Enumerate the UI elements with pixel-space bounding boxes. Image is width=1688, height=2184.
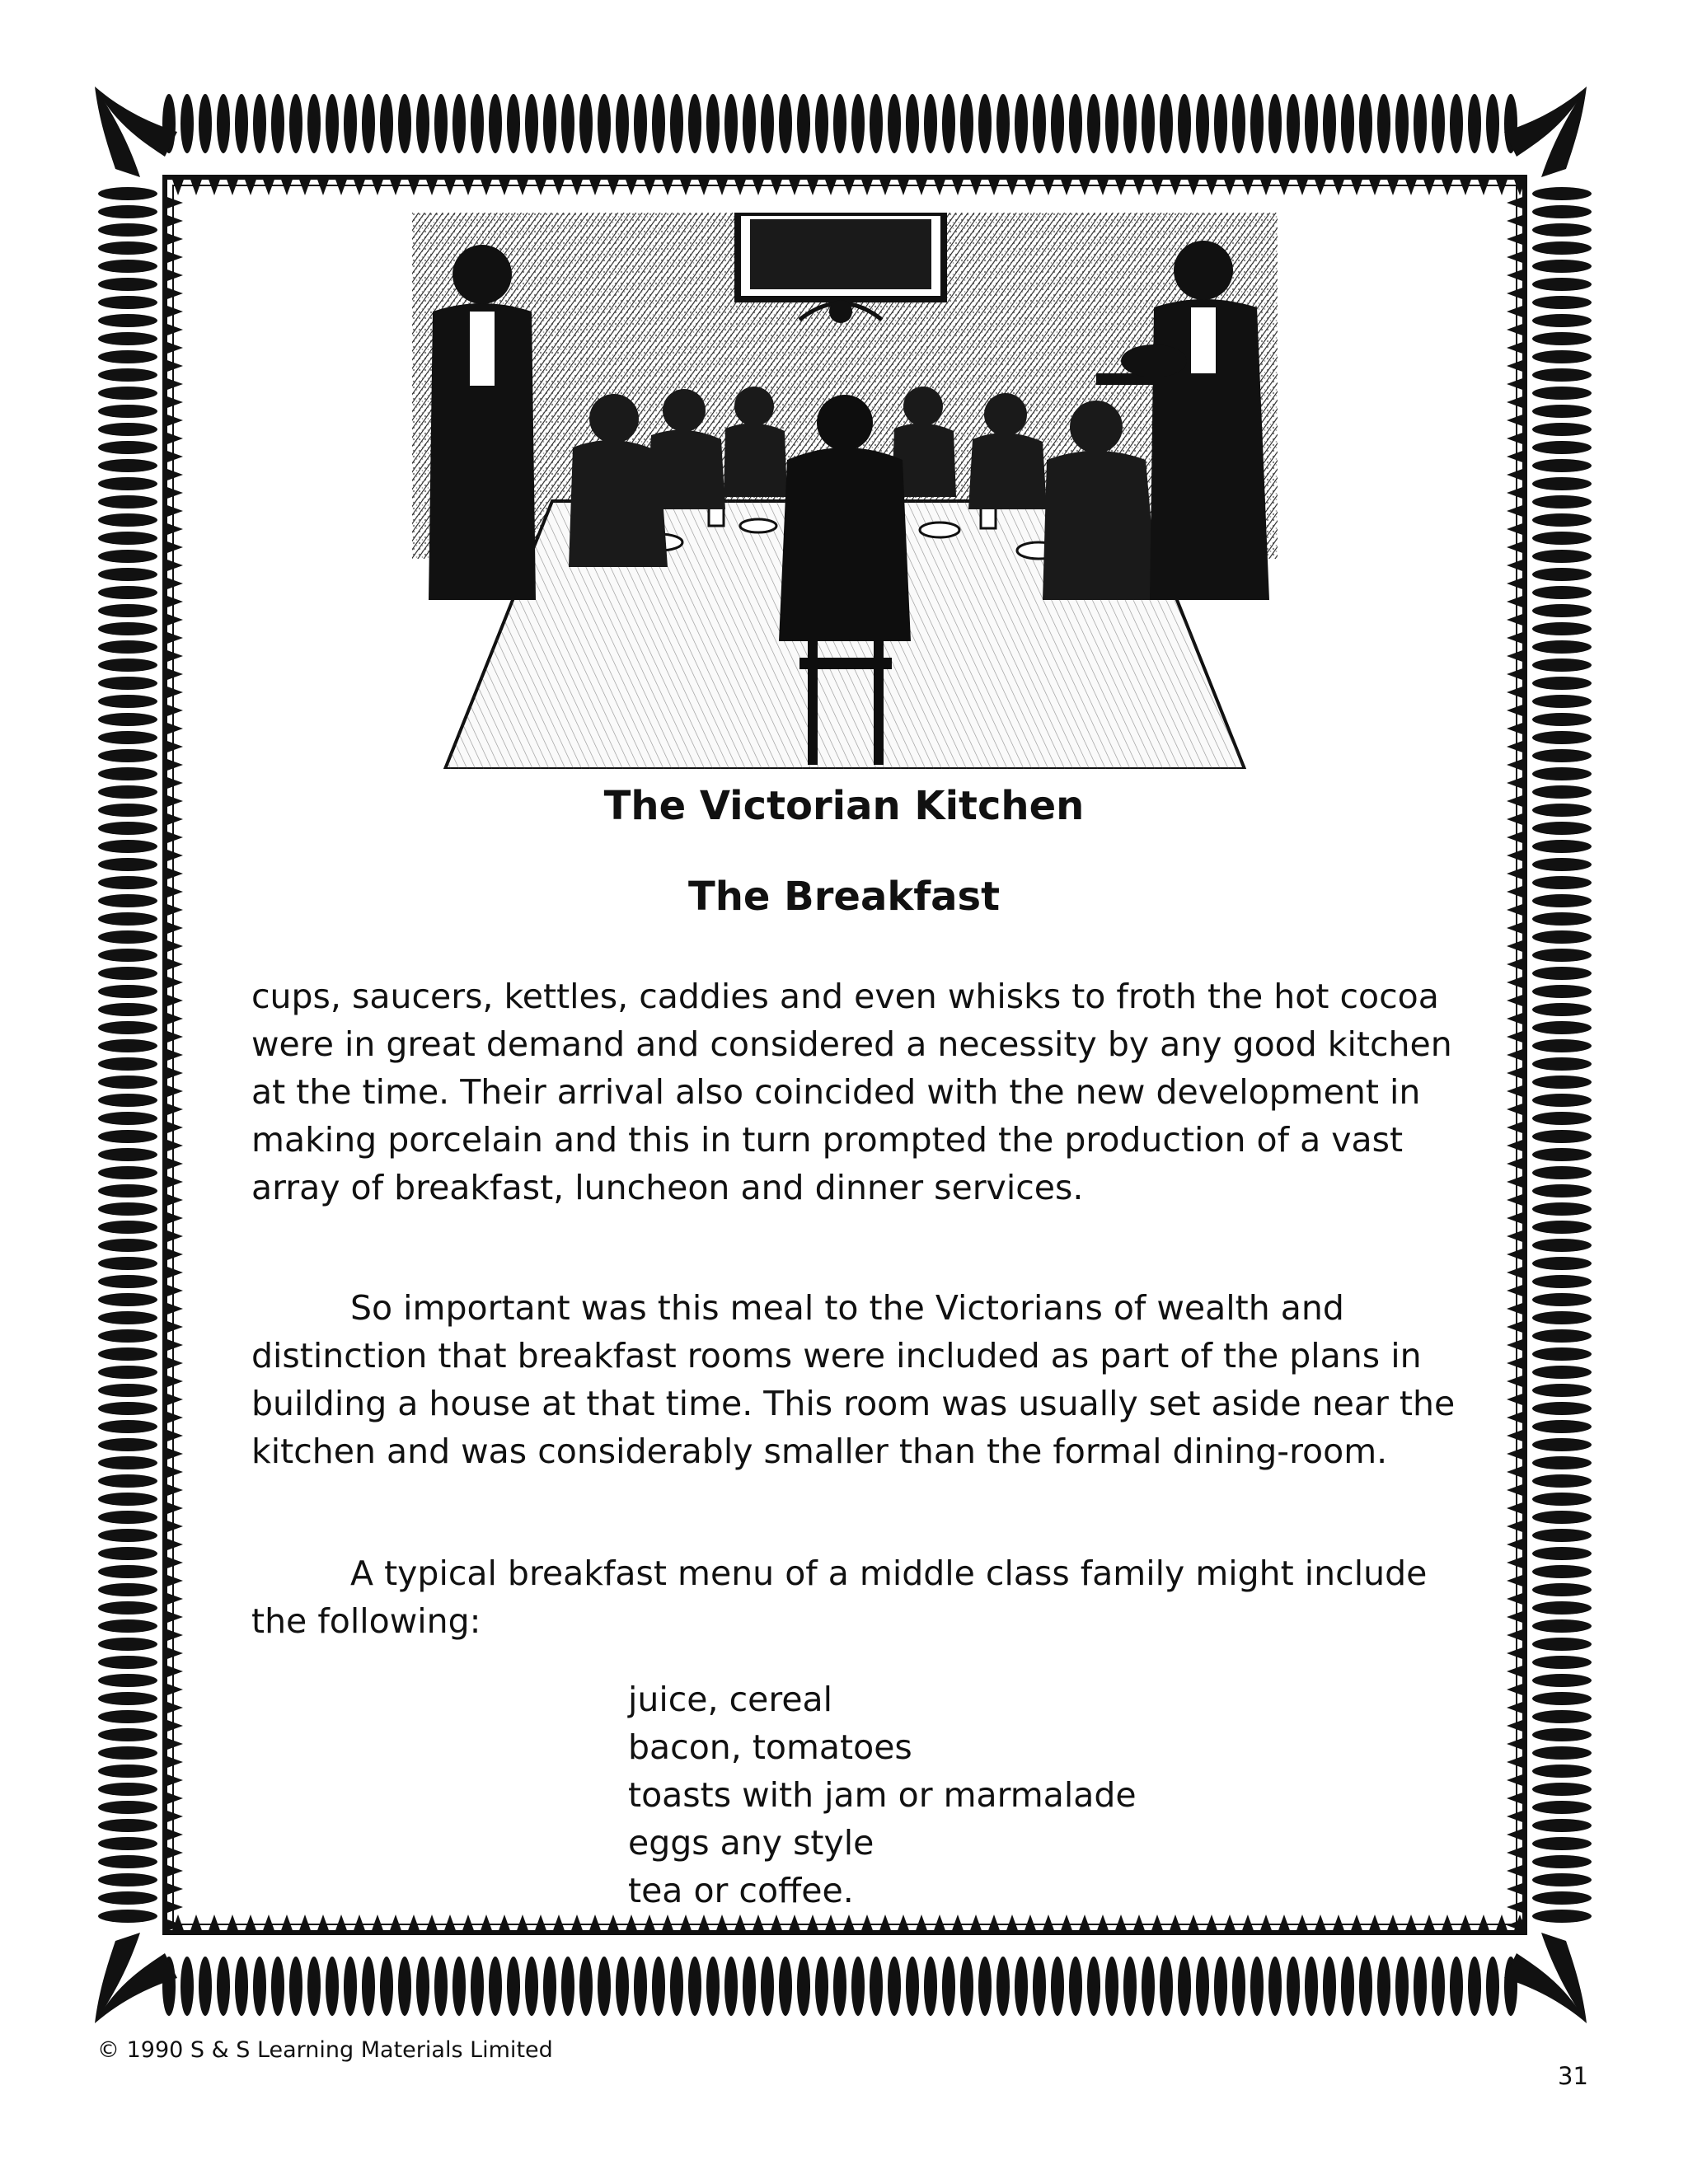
breakfast-menu-list (628, 1675, 1137, 1915)
copyright-notice: © 1990 S & S Learning Materials Limited (97, 2037, 553, 2063)
body-paragraph: So important was this meal to the Victorians of wealth and distinction that breakfast rooms were included as part of the plans in building a house at that time. This room was usually set aside near the kitchen and was considerably smaller than the formal dining-room. (251, 1288, 1456, 1471)
breakfast-table-illustration (412, 213, 1278, 769)
page-subtitle: The Breakfast (687, 874, 1001, 920)
body-paragraph: A typical breakfast menu of a middle class family might include the following: (251, 1554, 1428, 1641)
page-title: The Victorian Kitchen (603, 783, 1085, 829)
menu-item: bacon, tomatoes (628, 1727, 912, 1767)
menu-item: tea or coffee. (628, 1871, 854, 1910)
page-number: 31 (1558, 2062, 1588, 2090)
body-paragraph: cups, saucers, kettles, caddies and even whisks to froth the hot cocoa were in great demand and considered a necessity by any good kitchen at the time. Their arrival also coincided with the new development in making porcelain and this in turn prompted the production of a vast array of breakfast, luncheon and dinner services. (251, 977, 1452, 1207)
menu-item: juice, cereal (628, 1680, 833, 1719)
menu-item: eggs any style (628, 1823, 874, 1863)
menu-item: toasts with jam or marmalade (628, 1775, 1137, 1815)
